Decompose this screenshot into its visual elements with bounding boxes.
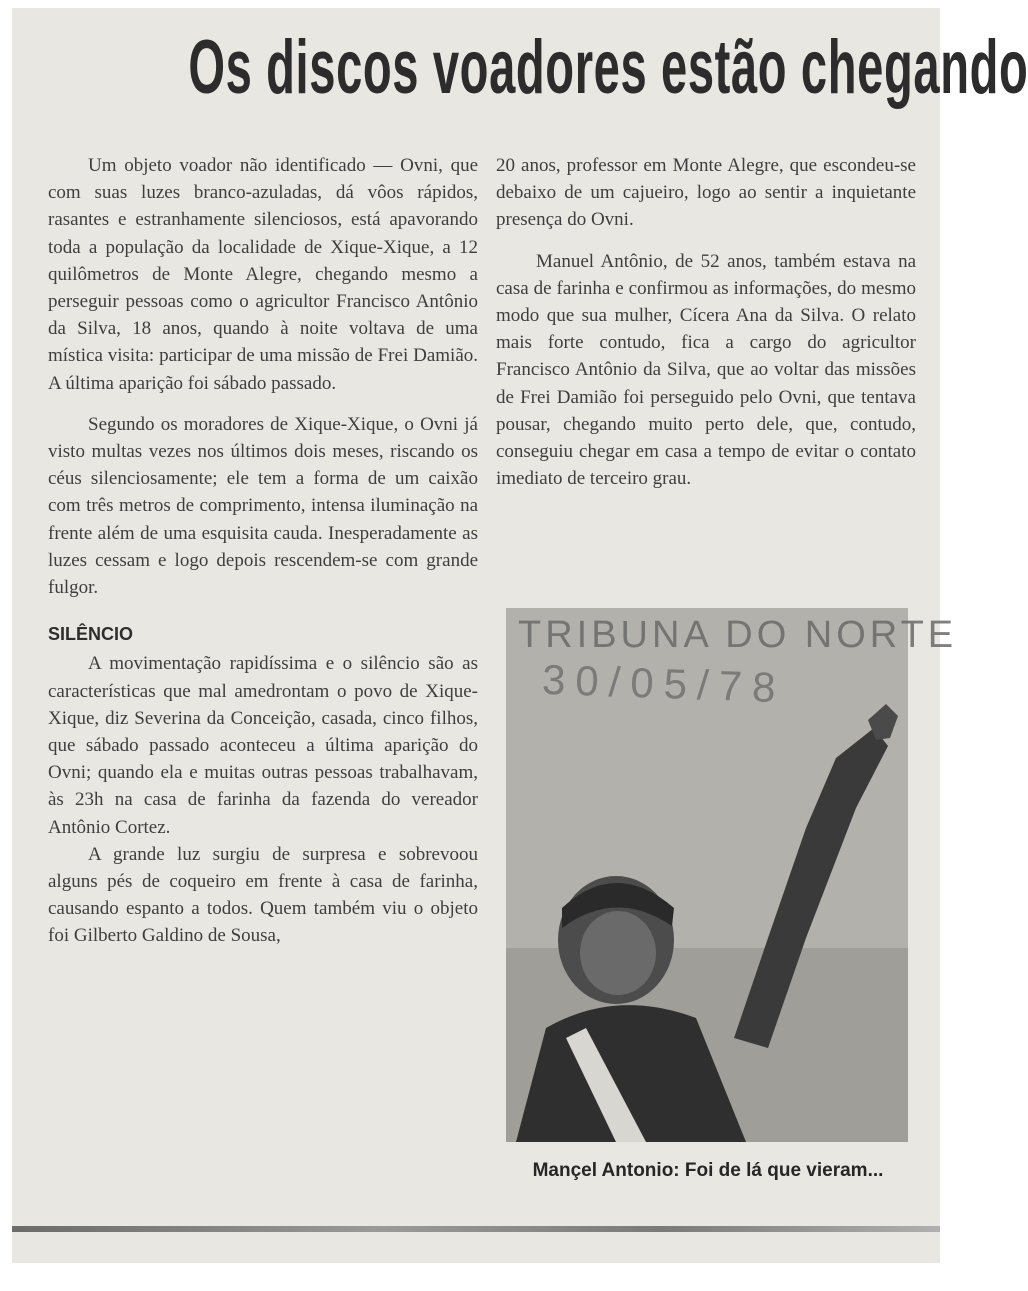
archive-stamp-date: 30/05/78 — [541, 655, 787, 712]
photo-caption: Mançel Antonio: Foi de lá que vieram... — [532, 1160, 884, 1181]
left-paragraph-4: A grande luz surgiu de surpresa e sobrevoou alguns pés de coqueiro em frente à casa de farinha, causando espanto a todos. Quem também viu o objeto foi Gilberto Galdino de Sousa, — [48, 843, 478, 947]
archive-stamp: TRIBUNA DO NORTE — [518, 614, 958, 656]
right-column — [496, 152, 916, 492]
newspaper-clipping — [12, 8, 1028, 1263]
subhead-silencio: SILÊNCIO — [48, 624, 134, 645]
left-column — [48, 152, 478, 950]
left-paragraph-1: Um objeto voador não identificado — Ovni, que com suas luzes branco-azuladas, dá vôos rápidos, rasantes e estranhamente silenciosos, está apavorando toda a população da localidade de Xique-Xique, a 12 quilômetros de Monte Alegre, chegando mesmo a perseguir pessoas como o agricultor Francisco Antônio da Silva, 18 anos, quando à noite voltava de uma mística visita: participar de uma missão de Frei Damião. A última aparição foi sábado passado. — [48, 155, 478, 394]
left-paragraph-3: A movimentação rapidíssima e o silêncio são as características que mal amedrontam o povo de Xique-Xique, diz Severina da Conceição, casada, cinco filhos, que sábado passado aconteceu a última aparição do Ovni; quando ela e muitas outras pessoas trabalhavam, às 23h na casa de farinha da fazenda do vereador Antônio Cortez. — [48, 653, 478, 838]
left-paragraph-2: Segundo os moradores de Xique-Xique, o Ovni já visto multas vezes nos últimos dois meses, riscando os céus silenciosamente; ele tem a forma de um caixão com três metros de comprimento, intensa iluminação na frente além de uma esquisita cauda. Inesperadamente as luzes cessam e logo depois rescendem-se com grande fulgor. — [48, 413, 478, 599]
right-paragraph-2: Manuel Antônio, de 52 anos, também estava na casa de farinha e confirmou as informações, do mesmo modo que sua mulher, Cícera Ana da Silva. O relato mais forte contudo, fica a cargo do agricultor Francisco Antônio da Silva, que ao voltar das missões de Frei Damião foi perseguido pelo Ovni, que tentava pousar, chegando muito perto dele, que, contudo, conseguiu chegar em casa a tempo de evitar o contato imediato de terceiro grau. — [496, 250, 916, 490]
photo — [506, 608, 958, 1142]
right-paragraph-1: 20 anos, professor em Monte Alegre, que escondeu-se debaixo de um cajueiro, logo ao sentir a inquietante presença do Ovni. — [496, 155, 916, 231]
bottom-rule — [12, 1226, 940, 1232]
headline: Os discos voadores estão chegando — [188, 25, 1028, 110]
